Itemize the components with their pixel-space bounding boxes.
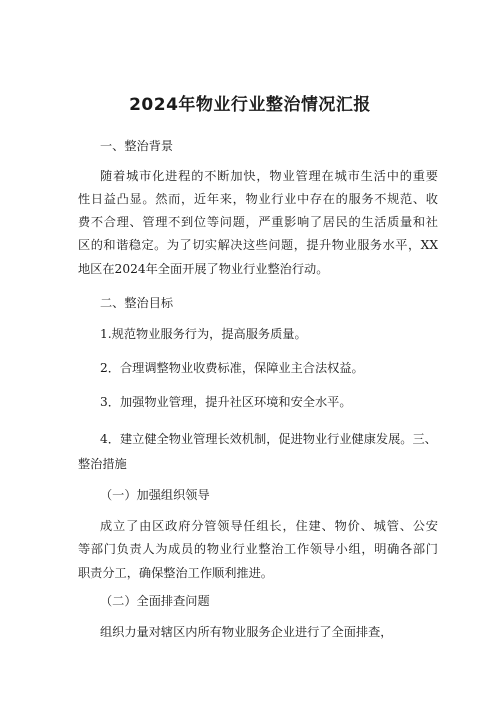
paragraph-line: 成立了由区政府分管领导任组长，住建、物价、城管、公安 <box>100 519 438 533</box>
paragraph-line: 地区在2024年全面开展了物业行业整治行动。 <box>78 262 329 276</box>
paragraph-line: 费不合理、管理不到位等问题，严重影响了居民的生活质量和社 <box>78 215 438 229</box>
paragraph-line: 职责分工，确保整治工作顺利推进。 <box>78 566 273 580</box>
goal-item: 4．建立健全物业管理长效机制，促进物业行业健康发展。三、 <box>100 432 437 446</box>
paragraph-line: 等部门负责人为成员的物业行业整治工作领导小组，明确各部门 <box>78 542 438 556</box>
goal-item: 3．加强物业管理，提升社区环境和安全水平。 <box>100 395 352 409</box>
paragraph-line: 组织力量对辖区内所有物业服务企业进行了全面排查， <box>100 625 393 639</box>
goal-item: 1.规范物业服务行为，提高服务质量。 <box>100 327 307 341</box>
goal-item: 2．合理调整物业收费标准，保障业主合法权益。 <box>100 361 364 375</box>
section-heading-measures: 整治措施 <box>78 457 127 471</box>
subsection-heading: （二）全面排查问题 <box>100 594 210 608</box>
subsection-heading: （一）加强组织领导 <box>100 488 210 502</box>
paragraph-line: 区的和谐稳定。为了切实解决这些问题，提升物业服务水平，XX <box>78 238 438 252</box>
section-heading-background: 一、整治背景 <box>100 139 174 153</box>
section-heading-goals: 二、整治目标 <box>100 296 174 310</box>
document-title: 2024年物业行业整治情况汇报 <box>129 95 371 115</box>
paragraph-line: 随着城市化进程的不断加快，物业管理在城市生活中的重要 <box>100 169 438 183</box>
paragraph-line: 性日益凸显。然而，近年来，物业行业中存在的服务不规范、收 <box>78 192 438 206</box>
